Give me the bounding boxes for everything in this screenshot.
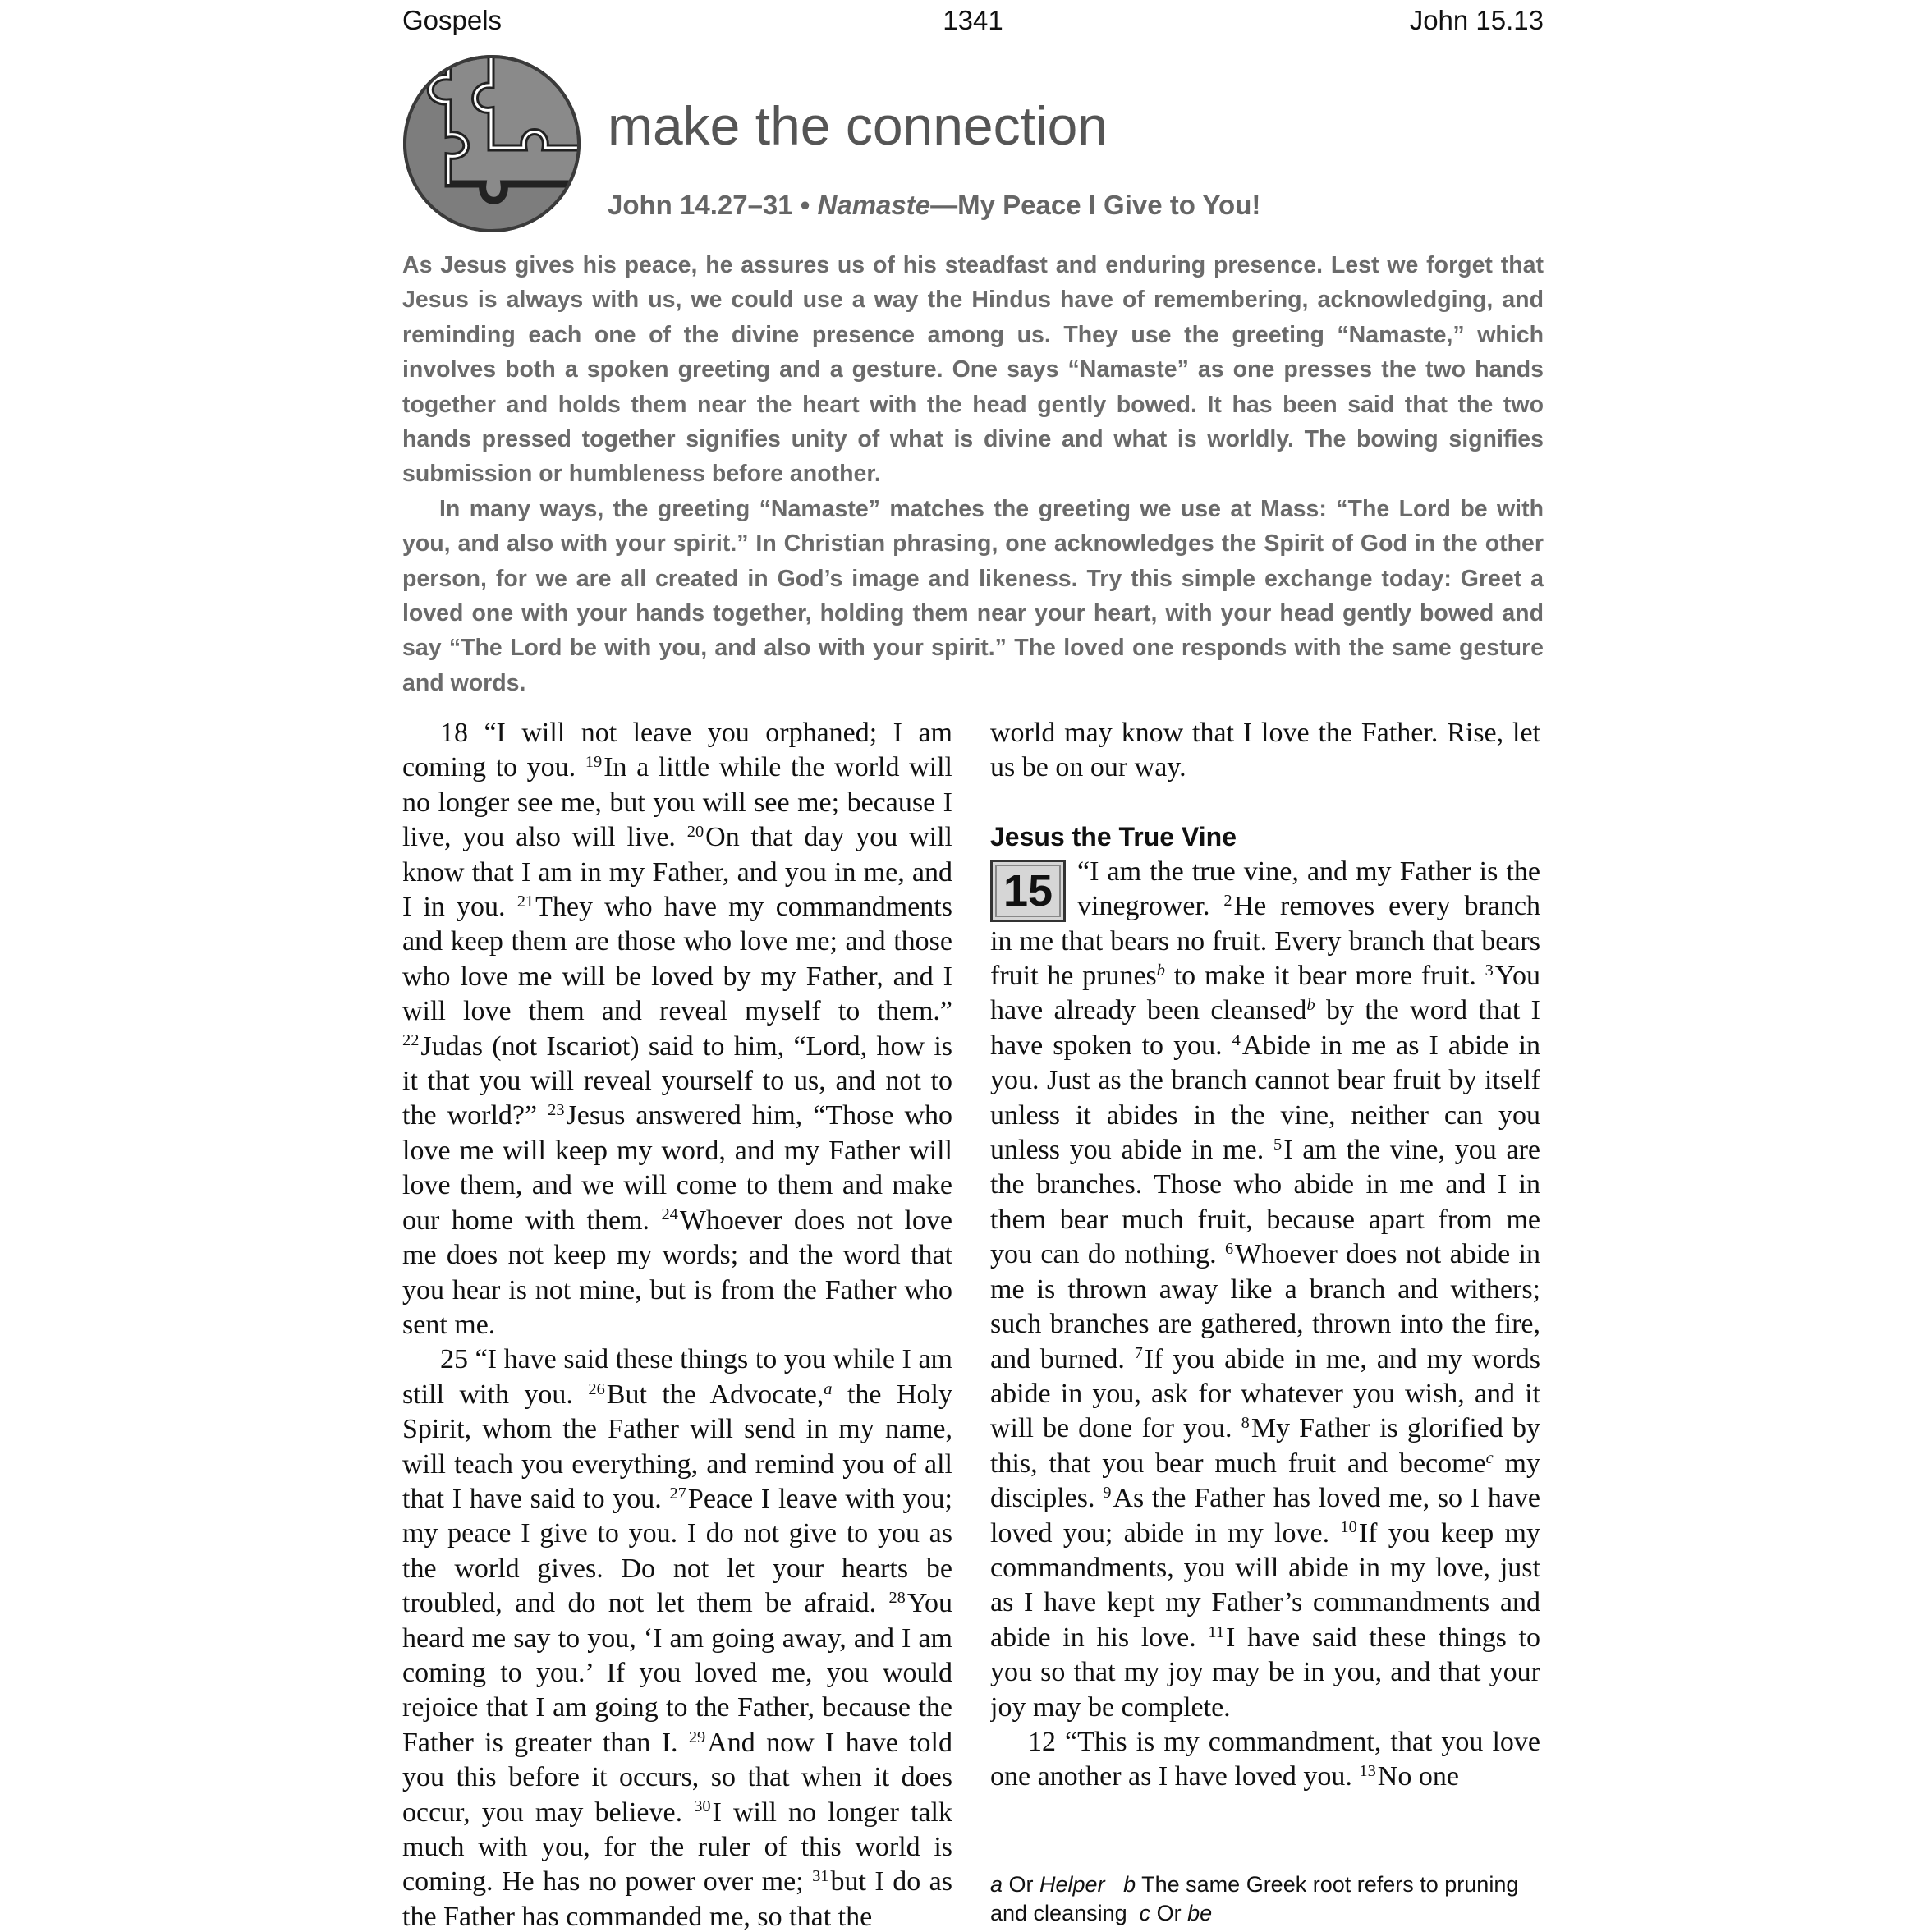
verse-number: 30 [694,1797,711,1816]
footnote-marker[interactable]: b [1156,961,1165,980]
subtitle-text: —My Peace I Give to You! [930,190,1261,220]
verse-number: 5 [1273,1135,1283,1154]
verse-number: 9 [1103,1483,1112,1502]
footnote-letter: b [1123,1872,1136,1897]
verse-number: 22 [402,1031,420,1050]
footnote-list: a Or Helper b The same Greek root refers to pruning and cleansing c Or be [990,1872,1519,1925]
verse-number: 6 [1224,1240,1234,1259]
verse-number: 13 [1359,1762,1376,1781]
scripture-column-right [990,716,1540,1932]
section-name: Gospels [402,5,503,35]
feature-paragraph: In many ways, the greeting “Namaste” matches the greeting we use at Mass: “The Lord be with you, and also with your spirit.” In Christian phrasing, one acknowledges the Spirit of God in the other person, for we are all created in God’s image and likeness. Try this simple exchange today: Greet a loved one with your hands together, holding them near your heart, with your head gently bowed and say “The Lord be with you, and also with your spirit.” The loved one responds with the same gesture and words. [402,495,1544,696]
verse-number: 20 [686,823,704,841]
footnote-marker[interactable]: a [824,1379,833,1398]
scripture-column-left [402,716,952,1932]
verse-number: 7 [1134,1344,1143,1363]
paragraph-chapter-15: 15 “I am the true vine, and my Father is the vinegrower. $^2$He removes every branch in me that bears no fruit. Every branch that bears fruit he prunes$^b$ to make it bear more fruit. $^3$You have already been cleansed$^b$ by the word that I have spoken to you. $^4$Abide in me as I abide in you. Just as the branch cannot bear fruit by itself unless it abides in the vine, neither can you unless you abide in me. $^5$I am the vine, you are the branches. Those who abide in me and I in them bear much fruit, because apart from me you can do nothing. $^6$Whoever does not abide in me is thrown away like a branch and withers; such branches are gathered, thrown into the fire, and burned. $^7$If you abide in me, and my words abide in you, ask for whatever you wish, and it will be done for you. $^8$My Father is glorified by this, that you bear much fruit and become$^c$ my disciples. $^9$As the Father has loved me, so I have loved you; abide in my love. $^{10}$If you keep my commandments, you will abide in my love, just as I have kept my Father’s commandments and abide in his love. $^{11}$I have said these things to you so that my joy may be in you, and that your joy may be complete. [990,856,1540,1723]
footnote-marker[interactable]: c [1485,1448,1494,1467]
verse-number: 24 [661,1205,678,1224]
verse-number: 3 [1485,961,1494,980]
feature-title: make the connection [608,95,1108,156]
verse-number: 2 [1223,892,1232,910]
feature-body [402,248,1544,700]
footnotes [990,1870,1540,1928]
paragraph-verses-18-24: 18 “I will not leave you orphaned; I am coming to you. $^{19}$In a little while the world will no longer see me, but you will see me; because I live, you also will live. $^{20}$On that day you will know that I am in my Father, and you in me, and I in you. $^{21}$They who have my commandments and keep them are those who love me; and those who love me will be loved by my Father, and I will love them and reveal myself to them.” $^{22}$Judas (not Iscariot) said to him, “Lord, how is it that you will reveal yourself to us, and not to the world?” $^{23}$Jesus answered him, “Those who love me will keep my word, and my Father will love them, and we will come to them and make our home with them. $^{24}$Whoever does not love me does not keep my words; and the word that you hear is not mine, but is from the Father who sent me. [402,718,952,1340]
verse-number: 10 [1340,1518,1357,1537]
verse-number: 19 [585,753,603,772]
verse-number: 8 [1241,1414,1250,1433]
page-number: 1341 [943,5,1003,35]
verse-number: 11 [1208,1622,1225,1641]
feature-paragraph: As Jesus gives his peace, he assures us of his steadfast and enduring presence. Lest we forget that Jesus is always with us, we could use a way the Hindus have of remembering, acknowledging, and reminding each one of the divine presence among us. They use the greeting “Namaste,” which involves both a spoken greeting and a gesture. One says “Namaste” as one presses the two hands together and holds them near the heart with the head gently bowed. It has been said that the two hands pressed together signifies unity of what is divine and what is worldly. The bowing signifies submission or humbleness before another. [402,252,1544,488]
subtitle-reference: John 14.27–31 • [608,190,818,220]
subtitle-italic: Namaste [817,190,931,220]
verse-number: 26 [588,1379,605,1398]
running-head [402,5,1544,48]
section-heading: Jesus the True Vine [990,821,1237,851]
puzzle-piece-icon [401,53,583,235]
footnote-letter: c [1139,1901,1151,1925]
verse-number: 28 [888,1588,906,1607]
verse-number: 23 [548,1101,565,1120]
verse-number: 21 [516,892,535,911]
chapter-number: 15 [990,860,1066,922]
chapter-reference: John 15.13 [1409,5,1544,35]
feature-subtitle [608,187,1260,223]
verse-number: 4 [1232,1030,1241,1049]
verse-number: 27 [669,1484,686,1503]
verse-number: 29 [688,1728,706,1746]
paragraph-continuation: world may know that I love the Father. Rise, let us be on our way. [990,718,1540,783]
verse-number: 31 [812,1867,829,1886]
paragraph-verses-12-13: 12 “This is my commandment, that you love one another as I have loved you. $^{13}$No one [990,1726,1540,1792]
paragraph-verses-25-31: 25 “I have said these things to you while I am still with you. $^{26}$But the Advocate,$^a$ the Holy Spirit, whom the Father will send in my name, will teach you everything, and remind you of all that I have said to you. $^{27}$Peace I leave with you; my peace I give to you. I do not give to you as the world gives. Do not let your hearts be troubled, and do not let them be afraid. $^{28}$You heard me say to you, ‘I am going away, and I am coming to you.’ If you loved me, you would rejoice that I am going to the Father, because the Father is greater than I. $^{29}$And now I have told you this before it occurs, so that when it does occur, you may believe. $^{30}$I will no longer talk much with you, for the ruler of this world is coming. He has no power over me; $^{31}$but I do as the Father has commanded me, so that the [402,1344,952,1932]
footnote-letter: a [990,1872,1003,1897]
footnote-marker[interactable]: b [1306,996,1315,1015]
